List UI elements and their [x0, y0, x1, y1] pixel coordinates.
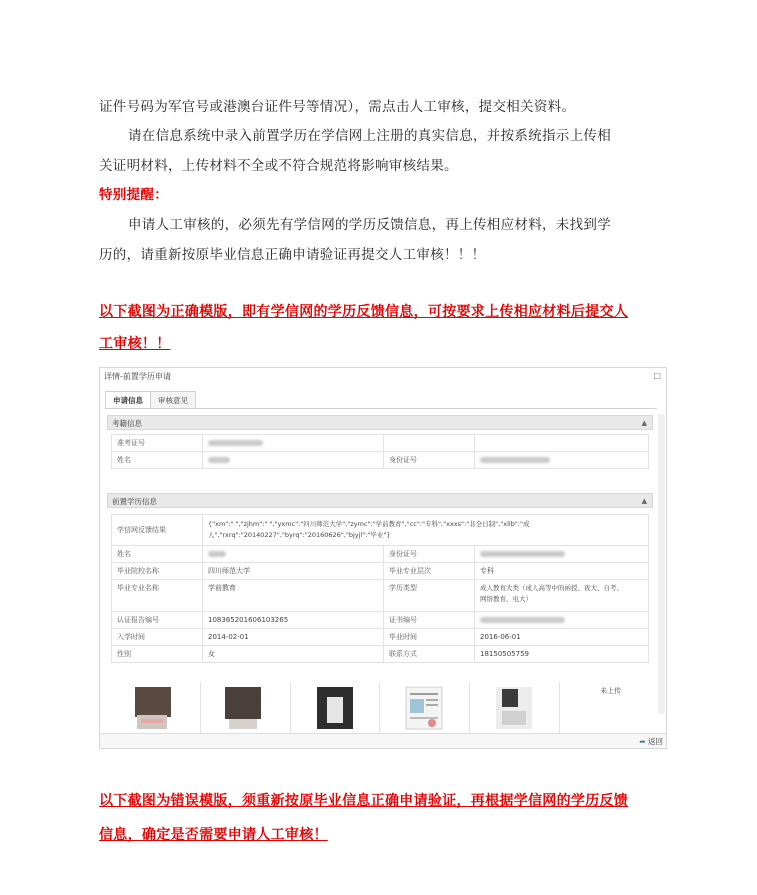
share-arrow-icon: ➦	[639, 737, 646, 746]
not-uploaded-label: 未上传	[600, 687, 622, 695]
label: 毕业院校名称	[112, 563, 203, 580]
prior-education-table	[111, 514, 649, 663]
tab-review-opinion[interactable]: 审核意见	[150, 391, 196, 408]
label: 身份证号	[384, 452, 475, 469]
value: 成人教育大类（成人高等中的函授、夜大、自考、	[480, 584, 623, 592]
redacted-value	[480, 551, 565, 557]
tab-application-info[interactable]: 申请信息	[105, 391, 151, 408]
photo-thumbnail[interactable]	[315, 685, 355, 731]
label: 性别	[112, 646, 203, 663]
feedback-value: {"xm":" ","zjhm":" ","yxmc":"四川师范大学","zymc":"学前教育","cc":"专科","xxxs":"非全日制","xllb":"成	[208, 520, 530, 528]
table-row	[112, 546, 649, 563]
value: 学前教育	[203, 580, 384, 612]
value: 四川师范大学	[203, 563, 384, 580]
label: 联系方式	[384, 646, 475, 663]
embedded-screenshot	[99, 367, 667, 749]
label: 准考证号	[112, 435, 203, 452]
table-row	[112, 435, 649, 452]
attachment-slot-empty	[560, 682, 649, 734]
collapse-icon[interactable]: ▲	[641, 497, 647, 505]
table-row	[112, 452, 649, 469]
table-row	[112, 515, 649, 546]
section-prior-education[interactable]	[107, 493, 653, 508]
wrong-template-note: 以下截图为错误模版，须重新按原毕业信息正确申请验证，再根据学信网的学历反馈	[99, 793, 629, 809]
photo-thumbnail[interactable]	[133, 685, 173, 731]
value: 10836520160610326​5	[203, 612, 384, 629]
redacted-value	[480, 457, 550, 463]
label: 毕业专业名称	[112, 580, 203, 612]
redacted-value	[208, 457, 230, 463]
value: 女	[203, 646, 384, 663]
dialog-footer	[100, 733, 666, 748]
tab-bar	[105, 391, 195, 408]
label: 姓名	[112, 452, 203, 469]
section-exam-info[interactable]	[107, 415, 653, 430]
label: 学历类型	[384, 580, 475, 612]
table-row	[112, 629, 649, 646]
scrollbar[interactable]	[658, 414, 665, 714]
label: 认证报告编号	[112, 612, 203, 629]
redacted-value	[480, 617, 565, 623]
feedback-value: 人","rxrq":"20140227","byrq":"20160626","bjyjl":"毕业"}	[208, 531, 391, 539]
attachment-thumb[interactable]	[201, 682, 291, 734]
document-thumbnail[interactable]	[404, 685, 444, 731]
section-title: 考籍信息	[112, 419, 142, 428]
attachment-thumb[interactable]	[111, 682, 201, 734]
table-row	[112, 580, 649, 612]
exam-info-table	[111, 434, 649, 469]
label: 学信网反馈结果	[112, 515, 203, 546]
label: 入学时间	[112, 629, 203, 646]
attachment-thumb[interactable]	[380, 682, 470, 734]
value: 2014-02-01	[203, 629, 384, 646]
label: 证书编号	[384, 612, 475, 629]
label: 毕业时间	[384, 629, 475, 646]
redacted-value	[208, 440, 263, 446]
paragraph-line: 请在信息系统中录入前置学历在学信网上注册的真实信息，并按系统指示上传相	[128, 128, 611, 144]
table-row	[112, 563, 649, 580]
value: 网络教育、电大）	[480, 595, 532, 603]
label: 身份证号	[384, 546, 475, 563]
paragraph-line: 申请人工审核的，必须先有学信网的学历反馈信息，再上传相应材料，未找到学	[128, 217, 611, 233]
attachment-thumb[interactable]	[291, 682, 381, 734]
paragraph-line: 历的，请重新按原毕业信息正确申请验证再提交人工审核！！！	[99, 247, 486, 263]
correct-template-note: 以下截图为正确模版，即有学信网的学历反馈信息，可按要求上传相应材料后提交人	[99, 304, 629, 320]
wrong-template-note: 信息，确定是否需要申请人工审核！	[99, 827, 328, 843]
table-row	[112, 612, 649, 629]
redacted-value	[208, 551, 226, 557]
paragraph-line: 证件号码为军官号或港澳台证件号等情况），需点击人工审核，提交相关资料。	[99, 99, 576, 115]
value: 2016-06-01	[475, 629, 649, 646]
collapse-icon[interactable]: ▲	[641, 419, 647, 427]
attachment-row	[111, 682, 649, 734]
section-title: 前置学历信息	[112, 497, 157, 506]
photo-thumbnail[interactable]	[494, 685, 534, 731]
reminder-title: 特别提醒：	[99, 187, 168, 203]
value: 18150505759	[475, 646, 649, 663]
correct-template-note: 工审核！！	[99, 336, 171, 352]
attachment-thumb[interactable]	[470, 682, 560, 734]
label: 姓名	[112, 546, 203, 563]
close-icon[interactable]: □	[653, 371, 661, 380]
screenshot-title: 详情-前置学历申请	[104, 372, 171, 381]
label: 毕业专业层次	[384, 563, 475, 580]
return-button[interactable]: ➦ 返回	[639, 737, 663, 746]
photo-thumbnail[interactable]	[223, 685, 263, 731]
value: 专科	[475, 563, 649, 580]
paragraph-line: 关证明材料，上传材料不全或不符合规范将影响审核结果。	[99, 158, 458, 174]
table-row	[112, 646, 649, 663]
